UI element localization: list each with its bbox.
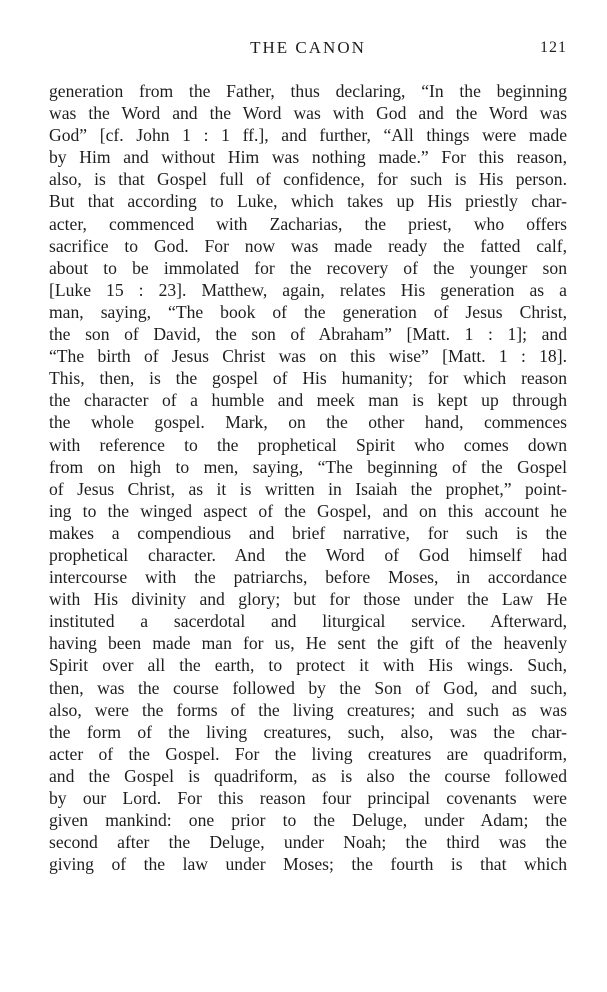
page-number: 121 xyxy=(540,39,567,56)
running-title: THE CANON xyxy=(250,38,366,57)
text-line: man, saying, “The book of the generation of Jesus Christ, xyxy=(49,301,567,322)
text-line: This, then, is the gospel of His humanity; for which reason xyxy=(49,368,567,389)
text-line: by our Lord. For this reason four principal covenants were xyxy=(49,788,567,808)
text-line: also, were the forms of the living creatures; and such as was xyxy=(49,699,567,720)
text-line: and the Gospel is quadriform, as is also the course followed xyxy=(49,765,567,786)
text-line: about to be immolated for the recovery of the younger son xyxy=(49,257,567,278)
text-line: But that according to Luke, which takes up His priestly char- xyxy=(49,191,567,212)
text-line: giving of the law under Moses; the fourth is that which xyxy=(49,854,567,875)
text-line: intercourse with the patriarchs, before Moses, in accordance xyxy=(49,567,567,588)
text-line: generation from the Father, thus declaring, “In the beginning xyxy=(49,81,567,101)
text-line: ing to the winged aspect of the Gospel, and on this account he xyxy=(49,500,567,521)
text-line: instituted a sacerdotal and liturgical service. Afterward, xyxy=(49,611,567,632)
body-text xyxy=(49,80,567,875)
text-line: the character of a humble and meek man is kept up through xyxy=(49,390,567,411)
text-line: sacrifice to God. For now was made ready the fatted calf, xyxy=(49,235,567,256)
text-line: then, was the course followed by the Son of God, and such, xyxy=(49,677,567,698)
text-line: from on high to men, saying, “The beginning of the Gospel xyxy=(49,456,567,477)
text-line: by Him and without Him was nothing made.” For this reason, xyxy=(49,147,567,168)
text-line: the whole gospel. Mark, on the other hand, commences xyxy=(49,412,567,433)
text-line: “The birth of Jesus Christ was on this wise” [Matt. 1 : 18]. xyxy=(49,346,567,367)
text-line: God” [cf. John 1 : 1 ff.], and further, “All things were made xyxy=(49,125,567,146)
text-line: having been made man for us, He sent the gift of the heavenly xyxy=(49,633,567,654)
text-line: acter, commenced with Zacharias, the priest, who offers xyxy=(49,213,567,234)
text-line: also, is that Gospel full of confidence, for such is His person. xyxy=(49,169,567,190)
text-line: second after the Deluge, under Noah; the third was the xyxy=(49,832,567,853)
text-line: with His divinity and glory; but for those under the Law He xyxy=(49,589,567,610)
text-line: given mankind: one prior to the Deluge, under Adam; the xyxy=(49,810,567,831)
text-line: Spirit over all the earth, to protect it with His wings. Such, xyxy=(49,655,567,676)
text-line: prophetical character. And the Word of God himself had xyxy=(49,544,567,565)
text-line: the form of the living creatures, such, also, was the char- xyxy=(49,721,567,742)
text-line: [Luke 15 : 23]. Matthew, again, relates His generation as a xyxy=(49,279,567,300)
text-line: the son of David, the son of Abraham” [Matt. 1 : 1]; and xyxy=(49,324,567,345)
text-line: of Jesus Christ, as it is written in Isaiah the prophet,” point- xyxy=(49,478,567,499)
text-line: with reference to the prophetical Spirit who comes down xyxy=(49,434,567,455)
page-header xyxy=(49,38,567,64)
text-line: was the Word and the Word was with God and the Word was xyxy=(49,103,567,124)
text-line: makes a compendious and brief narrative, for such is the xyxy=(49,522,567,543)
text-line: acter of the Gospel. For the living creatures are quadriform, xyxy=(49,743,567,764)
